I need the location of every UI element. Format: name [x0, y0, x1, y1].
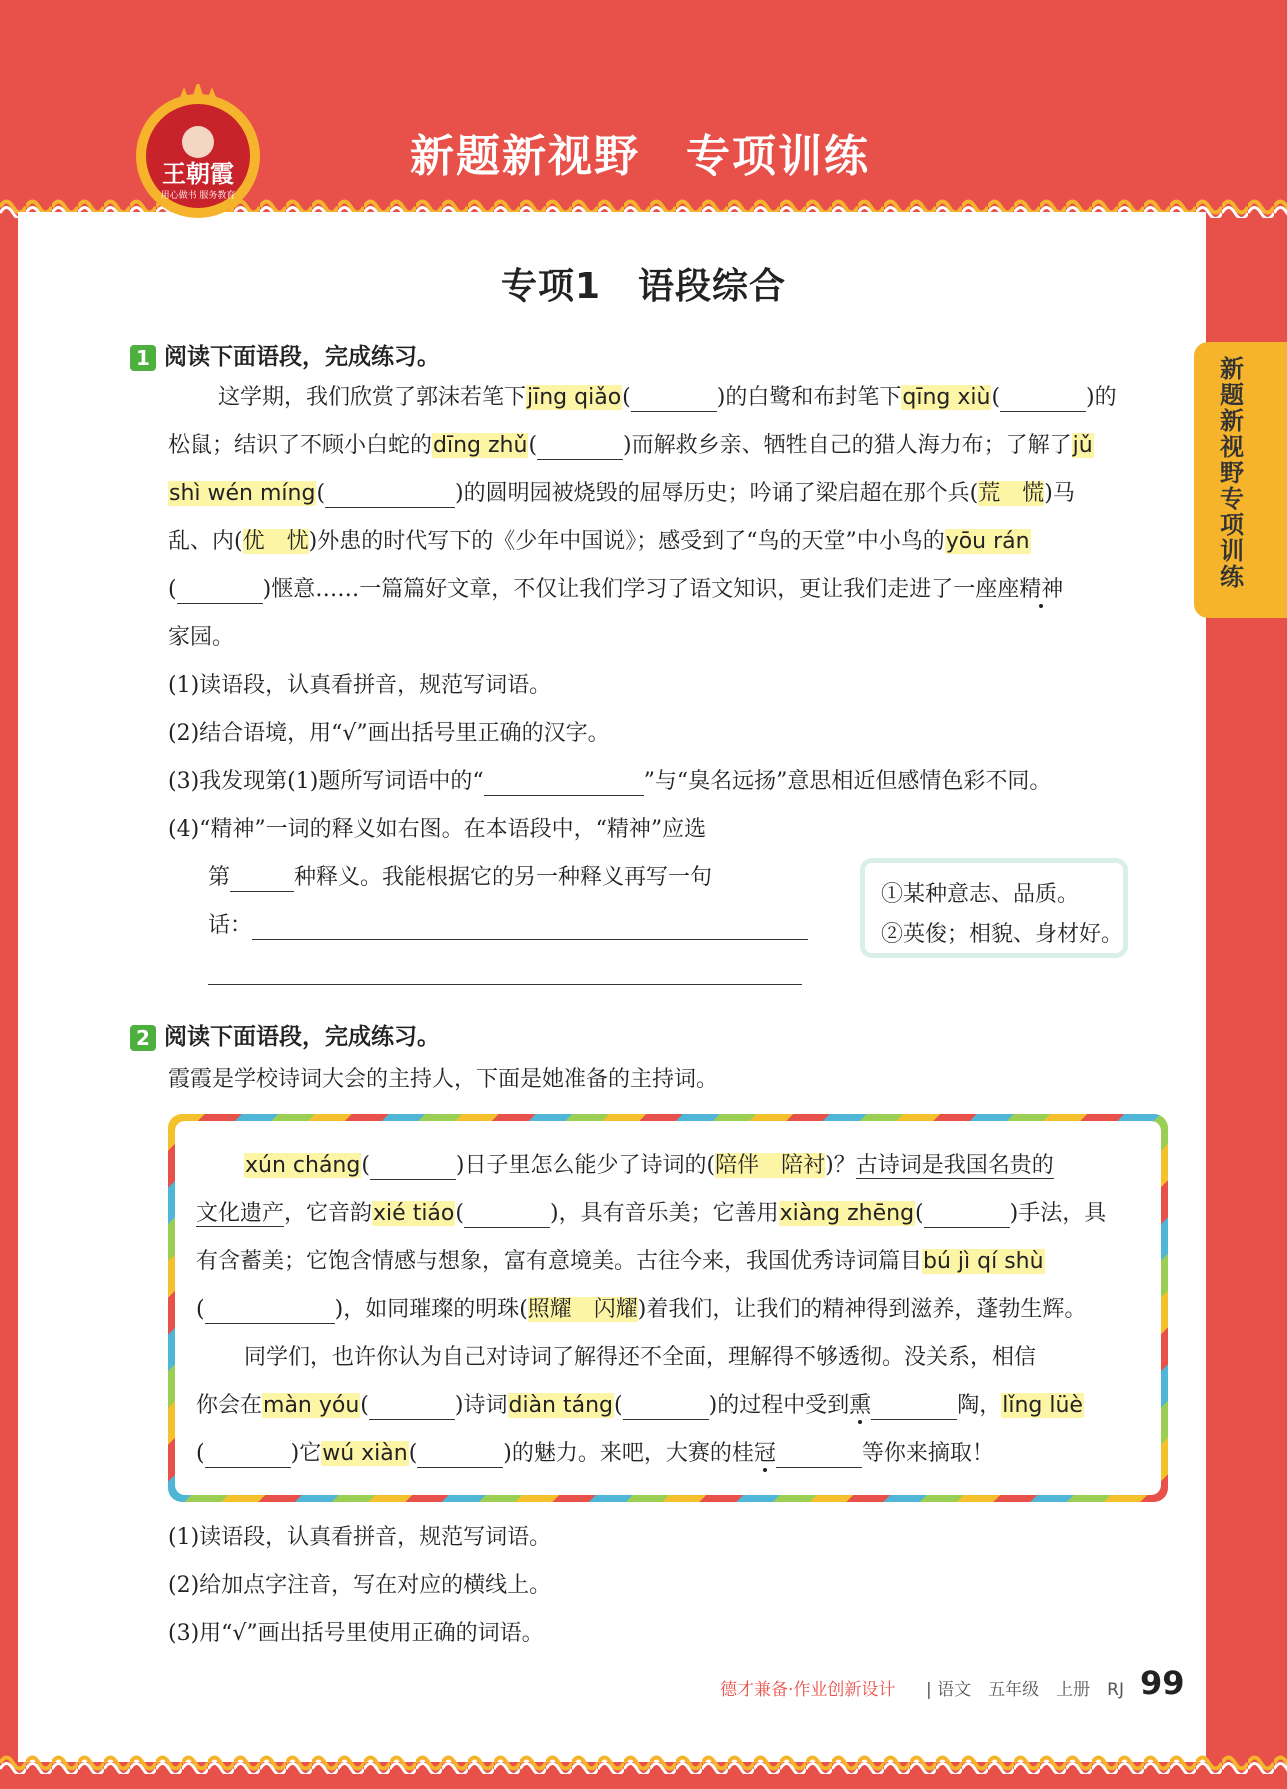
q1-number-badge: 1: [130, 345, 156, 371]
answer-blank-xun-pinyin[interactable]: [871, 1419, 957, 1420]
pinyin-diantang: diàn táng: [508, 1393, 614, 1418]
answer-blank-dingzhu[interactable]: [537, 459, 623, 460]
pinyin-manyou: màn yóu: [263, 1393, 360, 1418]
option-peiban[interactable]: 陪伴 陪衬: [715, 1153, 826, 1178]
page-number: 99: [1140, 1664, 1185, 1702]
q1-passage-line-6: 家园。: [168, 625, 235, 650]
answer-blank-youran[interactable]: [177, 603, 263, 604]
q2-item-2: (2)给加点字注音，写在对应的横线上。: [168, 1573, 552, 1598]
page-title: 新题新视野 专项训练: [410, 131, 870, 182]
q1-item-1: (1)读语段，认真看拼音，规范写词语。: [168, 673, 552, 698]
q2-box-line-3: 有含蓄美；它饱含情感与想象，富有意境美。古往今来，我国优秀诗词篇目bú jì qí shù: [196, 1249, 1044, 1274]
answer-blank-qingxiu[interactable]: [1000, 411, 1086, 412]
q1-passage-line-1: 这学期，我们欣赏了郭沫若笔下jīng qiǎo( )的白鹭和布封笔下qīng xiù( )的: [218, 385, 1117, 410]
definition-box: [860, 858, 1128, 958]
pinyin-dingzhu: dīng zhǔ: [433, 433, 528, 458]
q2-item-3: (3)用“√”画出括号里使用正确的词语。: [168, 1621, 544, 1646]
q1-passage-line-3: shì wén míng( )的圆明园被烧毁的屈辱历史；吟诵了梁启超在那个兵(荒 慌)马: [169, 481, 1075, 506]
q1-passage-line-5: ( )惬意……一篇篇好文章，不仅让我们学习了语文知识，更让我们走进了一座座精神: [168, 577, 1064, 602]
underlined-phrase-2: 文化遗产: [196, 1201, 285, 1226]
q2-box-line-7: ( )它wú xiàn( )的魅力。来吧，大赛的桂冠 等你来摘取！: [196, 1441, 994, 1466]
q1-item-2: (2)结合语境，用“√”画出括号里正确的汉字。: [168, 721, 610, 746]
section-title: 专项1 语段综合: [500, 266, 787, 307]
answer-blank-diantang[interactable]: [623, 1419, 709, 1420]
logo-brand-text: 王朝霞: [162, 159, 234, 188]
answer-blank-xiangzheng[interactable]: [924, 1227, 1010, 1228]
q1-item-3: (3)我发现第(1)题所写词语中的“ ”与“臭名远扬”意思相近但感情色彩不同。: [168, 769, 1052, 794]
pinyin-youran: yōu rán: [945, 529, 1030, 554]
bottom-wave-border: [0, 1752, 1287, 1774]
q1-passage-line-2: 松鼠；结识了不顾小白蛇的dīng zhǔ( )而解救乡亲、牺牲自己的猎人海力布；了解了jǔ: [168, 433, 1093, 458]
option-huang[interactable]: 荒 慌: [978, 481, 1045, 506]
answer-line-sentence-2[interactable]: [208, 964, 802, 985]
pinyin-jingqiao: jīng qiǎo: [527, 385, 622, 410]
footer-series: 德才兼备·作业创新设计: [720, 1680, 896, 1700]
dotted-char-xun: 熏: [849, 1393, 872, 1418]
answer-line-sentence-1[interactable]: [252, 939, 808, 940]
brand-logo: [128, 84, 268, 224]
pinyin-wuxian: wú xiàn: [322, 1441, 408, 1466]
pinyin-xunchang: xún cháng: [245, 1153, 361, 1178]
answer-blank-shiwenming[interactable]: [325, 507, 455, 508]
answer-blank-jingqiao[interactable]: [631, 411, 717, 412]
q2-item-1: (1)读语段，认真看拼音，规范写词语。: [168, 1525, 552, 1550]
q2-number-badge: 2: [130, 1025, 156, 1051]
side-tab: [1194, 342, 1287, 618]
option-zhaoyao[interactable]: 照耀 闪耀: [527, 1297, 638, 1322]
answer-blank-item3[interactable]: [484, 795, 644, 796]
pinyin-xietiao: xié tiáo: [373, 1201, 455, 1226]
q1-item-4-line-3: 话：: [208, 912, 808, 940]
definition-1: ①某种意志、品质。: [881, 882, 1080, 907]
q1-item-4-line-2: 第 种释义。我能根据它的另一种释义再写一句: [208, 865, 713, 890]
q2-heading: [130, 1018, 440, 1051]
q1-heading-text: 阅读下面语段，完成练习。: [164, 344, 440, 370]
q1-passage-line-4: 乱、内(优 忧)外患的时代写下的《少年中国说》；感受到了“鸟的天堂”中小鸟的yōu rán: [168, 529, 1030, 554]
q1-item-4: (4)“精神”一词的释义如右图。在本语段中，“精神”应选: [168, 817, 707, 842]
pinyin-linglue: lǐng lüè: [1002, 1393, 1083, 1418]
q1-heading: [130, 338, 440, 371]
answer-blank-guan-pinyin[interactable]: [776, 1467, 862, 1468]
pinyin-bujiqishu: bú jì qí shù: [923, 1249, 1044, 1274]
pinyin-shiwenming: shì wén míng: [169, 481, 316, 506]
q2-box-line-2: 文化遗产，它音韵xié tiáo( )，具有音乐美；它善用xiàng zhēng( )手法，具: [196, 1201, 1107, 1226]
dotted-word-jingshen: 精神: [1019, 577, 1064, 602]
q2-intro: 霞霞是学校诗词大会的主持人，下面是她准备的主持词。: [168, 1067, 719, 1092]
dotted-char-guan: 冠: [753, 1441, 776, 1466]
answer-blank-wuxian[interactable]: [417, 1467, 503, 1468]
q2-box-line-6: 你会在màn yóu( )诗词diàn táng( )的过程中受到熏 陶，lǐng lüè: [196, 1393, 1083, 1418]
answer-blank-bujiqishu[interactable]: [205, 1323, 335, 1324]
underlined-phrase-1: 古诗词是我国名贵的: [855, 1153, 1054, 1178]
definition-2: ②英俊；相貌、身材好。: [881, 922, 1124, 947]
q2-box-line-5: 同学们，也许你认为自己对诗词了解得还不全面，理解得不够透彻。没关系，相信: [244, 1345, 1037, 1370]
pinyin-ju: jǔ: [1072, 433, 1093, 458]
logo-motto-text: 用心做书 服务教育: [160, 191, 236, 201]
footer-grade: | 语文 五年级 上册 RJ: [926, 1680, 1124, 1700]
answer-blank-linglue[interactable]: [205, 1467, 291, 1468]
answer-blank-xietiao[interactable]: [464, 1227, 550, 1228]
q2-heading-text: 阅读下面语段，完成练习。: [164, 1024, 440, 1050]
answer-blank-manyou[interactable]: [369, 1419, 455, 1420]
option-you[interactable]: 优 忧: [242, 529, 309, 554]
pinyin-qingxiu: qīng xiù: [902, 385, 991, 410]
side-tab-label: 新题新视野 专项训练: [1220, 355, 1244, 591]
answer-blank-definition-number[interactable]: [230, 891, 294, 892]
pinyin-xiangzheng: xiàng zhēng: [779, 1201, 915, 1226]
q2-box-line-1: xún cháng( )日子里怎么能少了诗词的(陪伴 陪衬)？古诗词是我国名贵的: [245, 1153, 1054, 1178]
q2-box-line-4: ( )，如同璀璨的明珠(照耀 闪耀)着我们，让我们的精神得到滋养，蓬勃生辉。: [196, 1297, 1087, 1322]
answer-blank-xunchang[interactable]: [370, 1179, 456, 1180]
